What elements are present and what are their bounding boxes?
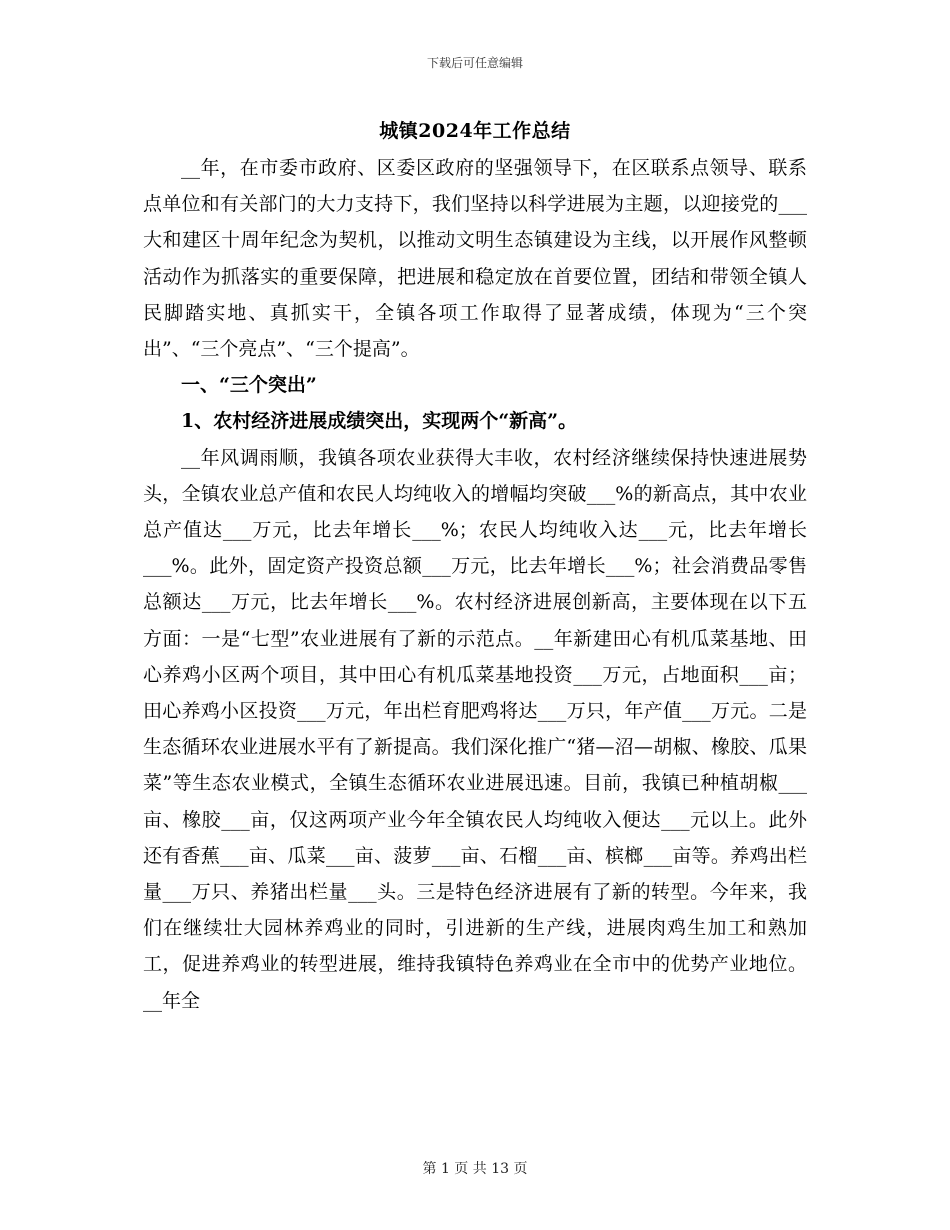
document-body (143, 150, 807, 1019)
body-paragraph: __年风调雨顺，我镇各项农业获得大丰收，农村经济继续保持快速进展势头，全镇农业总产值和农民人均纯收入的增幅均突破___%的新高点，其中农业总产值达___万元，比去年增长___%；农民人均纯收入达___元，比去年增长___%。此外，固定资产投资总额___万元，比去年增长___%；社会消费品零售总额达___万元，比去年增长___%。农村经济进展创新高，主要体现在以下五方面：一是“七型”农业进展有了新的示范点。__年新建田心有机瓜菜基地、田心养鸡小区两个项目，其中田心有机瓜菜基地投资___万元，占地面积___亩；田心养鸡小区投资___万元，年出栏育肥鸡将达___万只，年产值___万元。二是生态循环农业进展水平有了新提高。我们深化推广“猪—沼—胡椒、橡胶、瓜果菜”等生态农业模式，全镇生态循环农业进展迅速。目前，我镇已种植胡椒___亩、橡胶___亩，仅这两项产业今年全镇农民人均纯收入便达___元以上。此外还有香蕉___亩、瓜菜___亩、菠萝___亩、石榴___亩、槟榔___亩等。养鸡出栏量___万只、养猪出栏量___头。三是特色经济进展有了新的转型。今年来，我们在继续壮大园林养鸡业的同时，引进新的生产线，进展肉鸡生加工和熟加工，促进养鸡业的转型进展，维持我镇特色养鸡业在全市中的优势产业地位。__年全 (143, 446, 807, 1012)
intro-paragraph: __年，在市委市政府、区委区政府的坚强领导下，在区联系点领导、联系点单位和有关部门的大力支持下，我们坚持以科学进展为主题，以迎接党的___大和建区十周年纪念为契机，以推动文明生态镇建设为主线，以开展作风整顿活动作为抓落实的重要保障，把进展和稳定放在首要位置，团结和带领全镇人民脚踏实地、真抓实干，全镇各项工作取得了显著成绩，体现为“三个突出”、“三个亮点”、“三个提高”。 (143, 157, 807, 361)
page-header: 下载后可任意编辑 (426, 56, 523, 70)
page-footer: 第 1 页 共 13 页 (422, 1161, 528, 1177)
document-title: 城镇2024年工作总结 (379, 120, 571, 142)
section-heading: 一、“三个突出” (181, 374, 317, 397)
subsection-heading: 1、农村经济进展成绩突出，实现两个“新高”。 (181, 410, 578, 433)
